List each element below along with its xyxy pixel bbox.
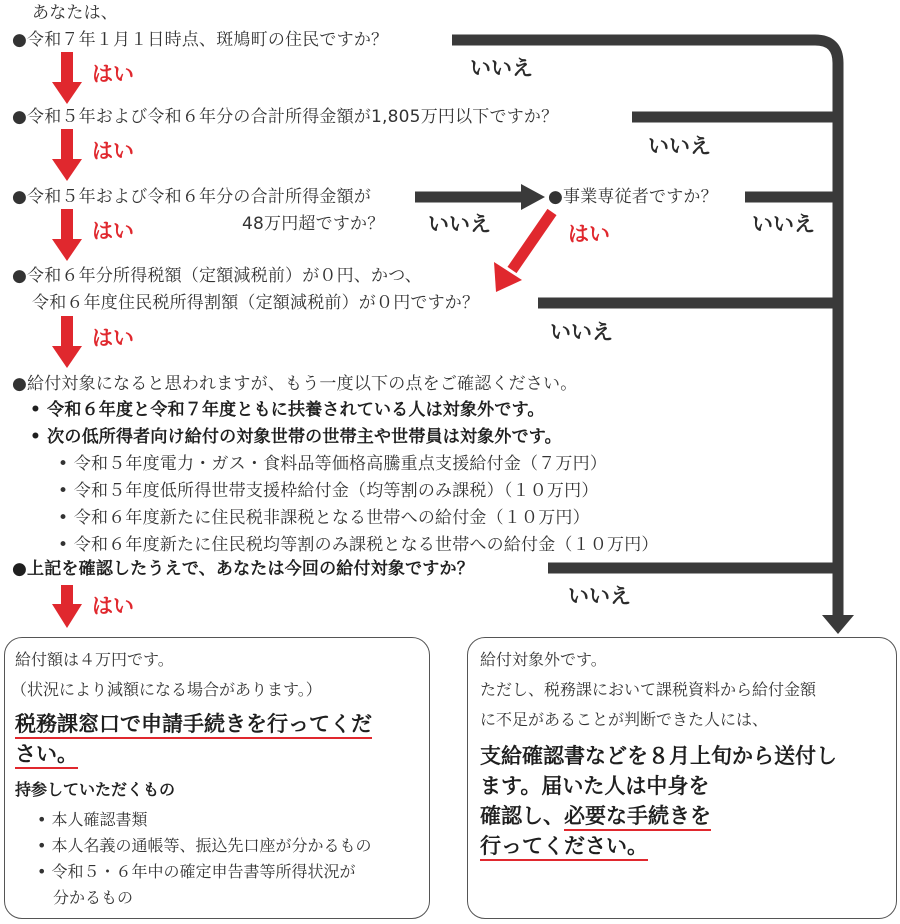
benefit-item: • 令和５年度電力・ガス・食料品等価格高騰重点支援給付金（７万円） [58,454,608,474]
no-label-4: いいえ [550,320,613,344]
yes-arrow-3 [52,209,82,261]
yes-arrow-diagonal [494,212,552,292]
ineligible-note-line1: ただし、税務課において課税資料から給付金額 [480,680,817,699]
benefit-item: • 令和５年度低所得世帯支援枠給付金（均等割のみ課税）（１０万円） [58,481,599,501]
benefit-amount: 給付額は４万円です。 [15,650,174,669]
question-tax-zero-line2: 令和６年度住民税所得割額（定額減税前）が０円ですか？ [32,293,480,313]
send-notice-line4: 行ってください。 [480,834,648,861]
question-family-employee: ●事業専従者ですか？ [548,187,718,207]
yes-label-3b: はい [568,222,610,246]
yes-arrow-4 [52,316,82,368]
send-notice-line3b: 必要な手続きを [564,804,711,831]
apply-instruction-line2: さい。 [15,742,78,769]
send-notice-line2: ます。届いた人は中身を [480,774,710,798]
arrowhead-no-final [822,615,854,634]
yes-arrow-1 [52,52,82,104]
no-label-1: いいえ [470,56,533,80]
question-income-48-line2: 48万円超ですか？ [242,214,385,234]
exclusion-dependents: • 令和６年度と令和７年度ともに扶養されている人は対象外です。 [30,400,545,420]
question-tax-zero-line1: ●令和６年分所得税額（定額減税前）が０円、かつ、 [12,266,422,286]
result-eligible-box [4,637,430,919]
no-label-3: いいえ [428,212,491,236]
yes-label-2: はい [92,139,134,163]
send-notice-line3a: 確認し、 [480,804,564,828]
bring-item: • 令和５・６年中の確定申告書等所得状況が [37,862,356,881]
arrowhead-q3-to-q3b [521,184,545,210]
send-notice-line1: 支給確認書などを８月上旬から送付し [480,744,837,768]
yes-label-4: はい [92,326,134,350]
benefit-item: • 令和６年度新たに住民税均等割のみ課税となる世帯への給付金（１０万円） [58,535,659,555]
bring-item: • 本人名義の通帳等、振込先口座が分かるもの [37,836,372,855]
ineligible-note-line2: に不足があることが判断できた人には、 [480,710,769,729]
exclusion-other-benefits: • 次の低所得者向け給付の対象世帯の世帯主や世帯員は対象外です。 [30,427,562,447]
no-label-3b: いいえ [752,212,815,236]
question-residence: ●令和７年１月１日時点、斑鳩町の住民ですか？ [12,30,389,50]
yes-label-3: はい [92,219,134,243]
apply-instruction-line1: 税務課窓口で申請手続きを行ってくだ [15,712,372,739]
yes-arrow-5 [52,585,82,628]
question-income-48-line1: ●令和５年および令和６年分の合計所得金額が [12,187,372,207]
bring-items-title: 持参していただくもの [15,780,176,799]
question-eligible-final: ●上記を確認したうえで、あなたは今回の給付対象ですか？ [12,559,474,579]
yes-label-1: はい [92,62,134,86]
intro-text: あなたは、 [32,3,118,23]
yes-label-5: はい [92,594,134,618]
reduction-note: （状況により減額になる場合があります。） [11,680,322,699]
ineligible-text: 給付対象外です。 [480,650,607,669]
no-label-2: いいえ [648,134,711,158]
benefit-item: • 令和６年度新たに住民税非課税となる世帯への給付金（１０万円） [58,508,590,528]
bring-item-continued: 分かるもの [53,888,134,907]
bring-item: • 本人確認書類 [37,810,148,829]
confirm-intro: ●給付対象になると思われますが、もう一度以下の点をご確認ください。 [12,374,578,394]
result-ineligible-box [467,637,897,919]
no-label-5: いいえ [568,584,631,608]
question-income-limit: ●令和５年および令和６年分の合計所得金額が1,805万円以下ですか？ [12,107,559,127]
yes-arrow-2 [52,129,82,181]
